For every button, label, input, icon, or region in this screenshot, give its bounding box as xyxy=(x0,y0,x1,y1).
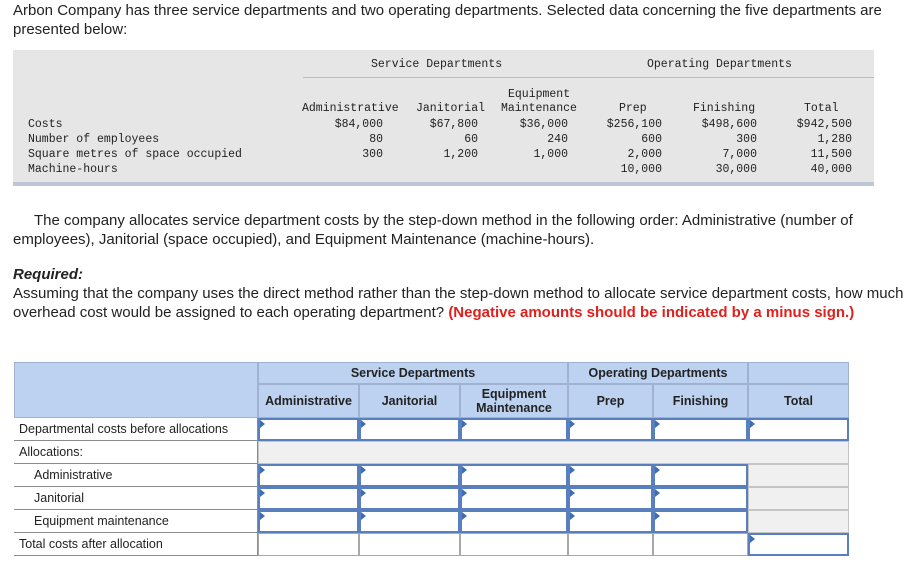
input-cell[interactable] xyxy=(359,487,460,510)
cell: $498,600 xyxy=(701,118,757,131)
department-data-table xyxy=(13,50,874,186)
empty-cell xyxy=(568,533,653,556)
input-cell[interactable] xyxy=(568,510,653,533)
ans-operating-header: Operating Departments xyxy=(568,362,748,384)
input-cell[interactable] xyxy=(653,510,748,533)
col-administrative: Administrative xyxy=(302,102,399,115)
cell: 60 xyxy=(464,133,478,146)
row-allocations: Allocations: xyxy=(14,441,258,464)
empty-row xyxy=(258,441,849,464)
cell: $36,000 xyxy=(519,118,568,131)
row-departmental-costs: Departmental costs before allocations xyxy=(14,418,258,441)
required-paragraph xyxy=(13,284,913,322)
ans-service-header: Service Departments xyxy=(258,362,568,384)
cell: 240 xyxy=(547,133,568,146)
cell: $67,800 xyxy=(429,118,478,131)
input-cell[interactable] xyxy=(653,418,748,441)
cell: 300 xyxy=(362,148,383,161)
required-label: Required: xyxy=(13,266,84,283)
ans-col-finishing: Finishing xyxy=(653,384,748,418)
cell: 1,200 xyxy=(443,148,478,161)
cell: 11,500 xyxy=(810,148,852,161)
input-cell[interactable] xyxy=(748,533,849,556)
cell: 600 xyxy=(641,133,662,146)
header-divider xyxy=(303,77,874,78)
col-finishing: Finishing xyxy=(693,102,756,115)
ans-col-equipment-maintenance: Equipment Maintenance xyxy=(460,384,568,418)
cell: 40,000 xyxy=(810,163,852,176)
input-cell[interactable] xyxy=(258,418,359,441)
empty-cell xyxy=(748,487,849,510)
empty-cell xyxy=(460,533,568,556)
input-cell[interactable] xyxy=(460,418,568,441)
cell: 1,000 xyxy=(533,148,568,161)
input-cell[interactable] xyxy=(359,510,460,533)
operating-departments-header: Operating Departments xyxy=(647,58,792,71)
input-cell[interactable] xyxy=(258,510,359,533)
row-label-employees: Number of employees xyxy=(28,133,160,146)
cell: 10,000 xyxy=(620,163,662,176)
cell: $256,100 xyxy=(606,118,662,131)
cell: 300 xyxy=(736,133,757,146)
empty-cell xyxy=(653,533,748,556)
cell: 1,280 xyxy=(817,133,852,146)
service-departments-header: Service Departments xyxy=(371,58,503,71)
ans-col-janitorial: Janitorial xyxy=(359,384,460,418)
cell: 2,000 xyxy=(627,148,662,161)
col-maintenance: Maintenance xyxy=(501,102,577,115)
cell: $942,500 xyxy=(796,118,852,131)
required-text: Assuming that the company uses the direct method rather than the step-down method to allocate service department costs, how much overhead cost would be assigned to each operating department? xyxy=(13,285,904,321)
ans-col-total: Total xyxy=(748,384,849,418)
col-prep: Prep xyxy=(619,102,647,115)
ans-total-top xyxy=(748,362,849,384)
col-total: Total xyxy=(804,102,839,115)
row-label-costs: Costs xyxy=(28,118,63,131)
row-total-costs: Total costs after allocation xyxy=(14,533,258,556)
corner-header xyxy=(14,362,258,418)
input-cell[interactable] xyxy=(568,487,653,510)
col-janitorial: Janitorial xyxy=(416,102,486,115)
cell: 80 xyxy=(369,133,383,146)
input-cell[interactable] xyxy=(460,487,568,510)
allocation-text: The company allocates service department costs by the step-down method in the following order: Administrative (number of employees), Janitorial (space occupied), and Equipment Maintenance (machine-hours). xyxy=(13,212,853,248)
required-note: (Negative amounts should be indicated by a minus sign.) xyxy=(448,304,855,321)
empty-cell xyxy=(258,533,359,556)
row-label-machine-hours: Machine-hours xyxy=(28,163,118,176)
input-cell[interactable] xyxy=(568,464,653,487)
answer-table xyxy=(14,362,849,556)
row-equipment-maintenance: Equipment maintenance xyxy=(14,510,258,533)
cell: $84,000 xyxy=(334,118,383,131)
input-cell[interactable] xyxy=(258,464,359,487)
input-cell[interactable] xyxy=(748,418,849,441)
ans-col-administrative: Administrative xyxy=(258,384,359,418)
input-cell[interactable] xyxy=(359,464,460,487)
cell: 30,000 xyxy=(715,163,757,176)
row-janitorial: Janitorial xyxy=(14,487,258,510)
col-equipment-top: Equipment xyxy=(508,88,571,101)
input-cell[interactable] xyxy=(653,487,748,510)
empty-cell xyxy=(359,533,460,556)
ans-col-prep: Prep xyxy=(568,384,653,418)
empty-cell xyxy=(748,510,849,533)
row-administrative: Administrative xyxy=(14,464,258,487)
row-label-space: Square metres of space occupied xyxy=(28,148,242,161)
input-cell[interactable] xyxy=(258,487,359,510)
input-cell[interactable] xyxy=(653,464,748,487)
input-cell[interactable] xyxy=(568,418,653,441)
input-cell[interactable] xyxy=(460,510,568,533)
input-cell[interactable] xyxy=(359,418,460,441)
empty-cell xyxy=(748,464,849,487)
input-cell[interactable] xyxy=(460,464,568,487)
cell: 7,000 xyxy=(722,148,757,161)
intro-text: Arbon Company has three service departments and two operating departments. Selected data concerning the five departments are presented below: xyxy=(13,2,882,38)
